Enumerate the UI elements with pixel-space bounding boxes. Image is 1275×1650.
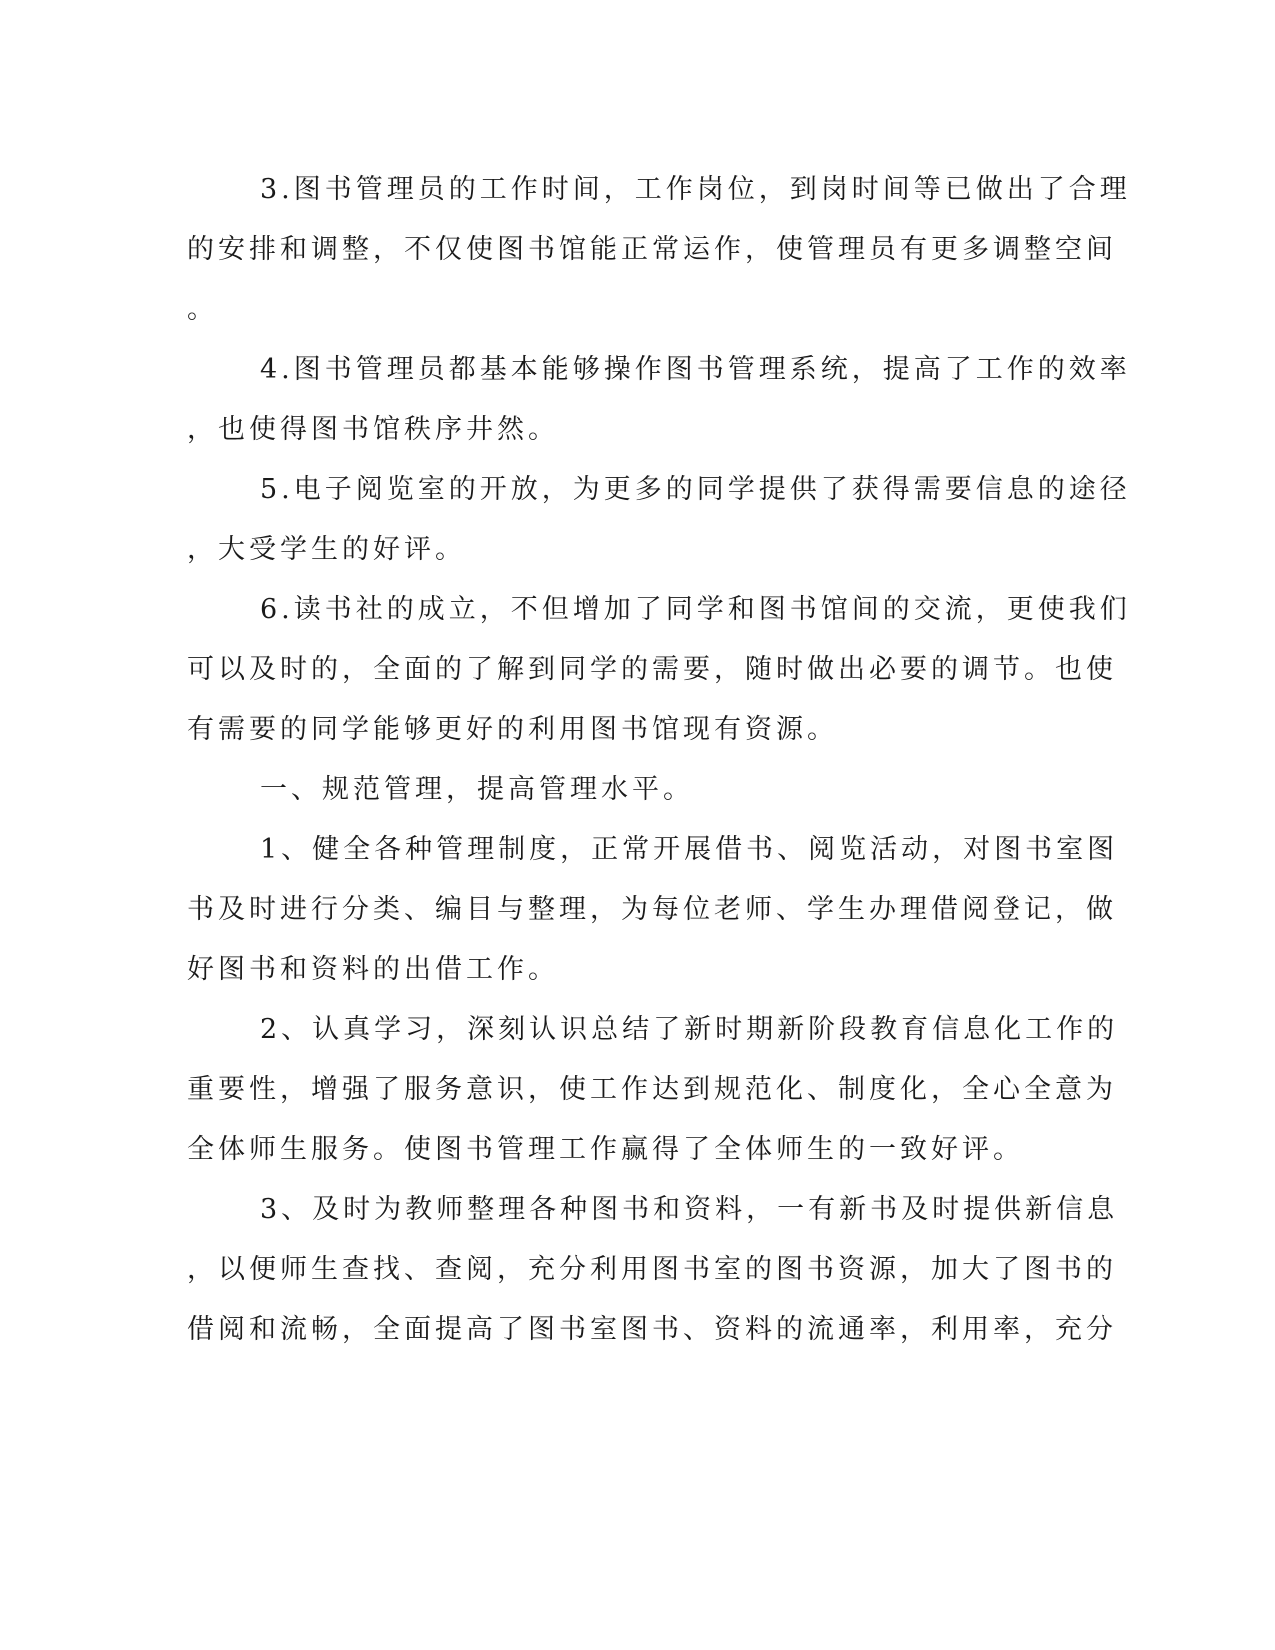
paragraph-5-line-2: ，大受学生的好评。: [187, 534, 466, 565]
item-2-line-1: 2、认真学习，深刻认识总结了新时期新阶段教育信息化工作的: [260, 1014, 1119, 1045]
paragraph-4-line-1: 4.图书管理员都基本能够操作图书管理系统，提高了工作的效率: [260, 354, 1131, 385]
item-3-line-3: 借阅和流畅，全面提高了图书室图书、资料的流通率，利用率，充分: [187, 1314, 1117, 1345]
paragraph-5-line-1: 5.电子阅览室的开放，为更多的同学提供了获得需要信息的途径: [260, 474, 1131, 505]
paragraph-6-line-2: 可以及时的，全面的了解到同学的需要，随时做出必要的调节。也使: [187, 654, 1117, 685]
section-heading: 一、规范管理，提高管理水平。: [260, 774, 694, 805]
item-2-line-2: 重要性，增强了服务意识，使工作达到规范化、制度化，全心全意为: [187, 1074, 1117, 1105]
paragraph-4-line-2: ，也使得图书馆秩序井然。: [187, 414, 559, 445]
paragraph-3-line-1: 3.图书管理员的工作时间，工作岗位，到岗时间等已做出了合理: [260, 174, 1131, 205]
item-3-line-2: ，以便师生查找、查阅，充分利用图书室的图书资源，加大了图书的: [187, 1254, 1117, 1285]
body-text: [187, 160, 1131, 1360]
item-1-line-1: 1、健全各种管理制度，正常开展借书、阅览活动，对图书室图: [260, 834, 1119, 865]
paragraph-6-line-1: 6.读书社的成立，不但增加了同学和图书馆间的交流，更使我们: [260, 594, 1131, 625]
item-1-line-2: 书及时进行分类、编目与整理，为每位老师、学生办理借阅登记，做: [187, 894, 1117, 925]
paragraph-3-line-2: 的安排和调整，不仅使图书馆能正常运作，使管理员有更多调整空间: [187, 234, 1117, 265]
paragraph-6-line-3: 有需要的同学能够更好的利用图书馆现有资源。: [187, 714, 838, 745]
item-3-line-1: 3、及时为教师整理各种图书和资料，一有新书及时提供新信息: [260, 1194, 1119, 1225]
item-2-line-3: 全体师生服务。使图书管理工作赢得了全体师生的一致好评。: [187, 1134, 1024, 1165]
paragraph-3-line-3: 。: [187, 294, 218, 325]
item-1-line-3: 好图书和资料的出借工作。: [187, 954, 559, 985]
